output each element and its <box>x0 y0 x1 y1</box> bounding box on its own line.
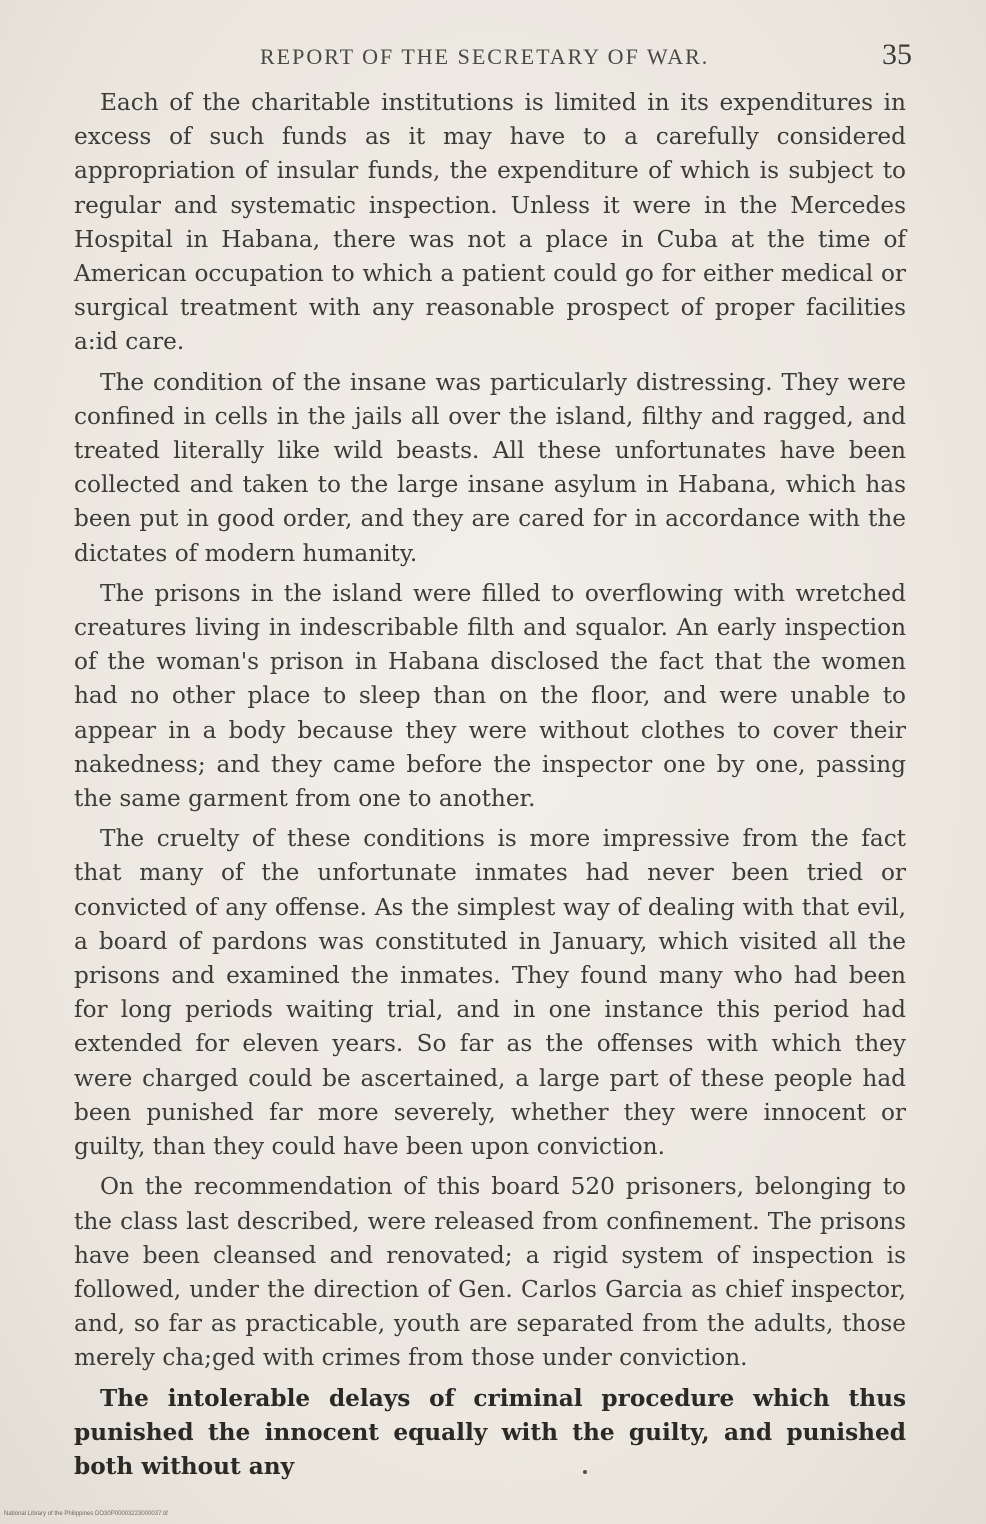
paragraph: Each of the charitable institutions is limited in its expenditures in excess of such funds as it may have to a carefully considered appropriation of insular funds, the expenditure of which is subject to regular and systematic inspection. Unless it were in the Mercedes Hospital in Habana, there was not a place in Cuba at the time of American occupation to which a patient could go for either medical or surgical treatment with any reasonable prospect of proper facilities a:id care. <box>74 89 906 356</box>
paragraph: The intolerable delays of criminal procedure which thus punished the innocent equally with the guilty, and punished both without any <box>74 1384 906 1480</box>
paragraph: The cruelty of these conditions is more impressive from the fact that many of the unfortunate inmates had never been tried or convicted of any offense. As the simplest way of dealing with that evil, a board of pardons was constituted in January, which visited all the prisons and examined the inmates. They found many who had been for long periods waiting trial, and in one instance this period had extended for eleven years. So far as the offenses with which they were charged could be ascertained, a large part of these people had been punished far more severely, whether they were innocent or guilty, than they could have been upon conviction. <box>74 825 906 1161</box>
scan-credit: National Library of the Philippines DO30P00003223000037.tif <box>4 1511 168 1517</box>
ink-speck <box>583 1470 587 1474</box>
paragraph: The condition of the insane was particularly distressing. They were confined in cells in the jails all over the island, filthy and ragged, and treated literally like wild beasts. All these unfortunates have been collected and taken to the large insane asylum in Habana, which has been put in good order, and they are cared for in accordance with the dictates of modern humanity. <box>74 368 906 567</box>
paragraph: The prisons in the island were filled to overflowing with wretched creatures living in indescribable filth and squalor. An early inspection of the woman's prison in Habana disclosed the fact that the women had no other place to sleep than on the floor, and were unable to appear in a body because they were without clothes to cover their nakedness; and they came before the inspector one by one, passing the same garment from one to another. <box>74 579 906 813</box>
body-text <box>74 86 906 1490</box>
paragraph: On the recommendation of this board 520 prisoners, belonging to the class last described, were released from confinement. The prisons have been cleansed and renovated; a rigid system of inspection is followed, under the direction of Gen. Carlos Garcia as chief inspector, and, so far as practicable, youth are separated from the adults, those merely cha;ged with crimes from those under conviction. <box>74 1173 906 1372</box>
running-head: REPORT OF THE SECRETARY OF WAR. <box>260 44 710 69</box>
page-number: 35 <box>882 38 912 71</box>
